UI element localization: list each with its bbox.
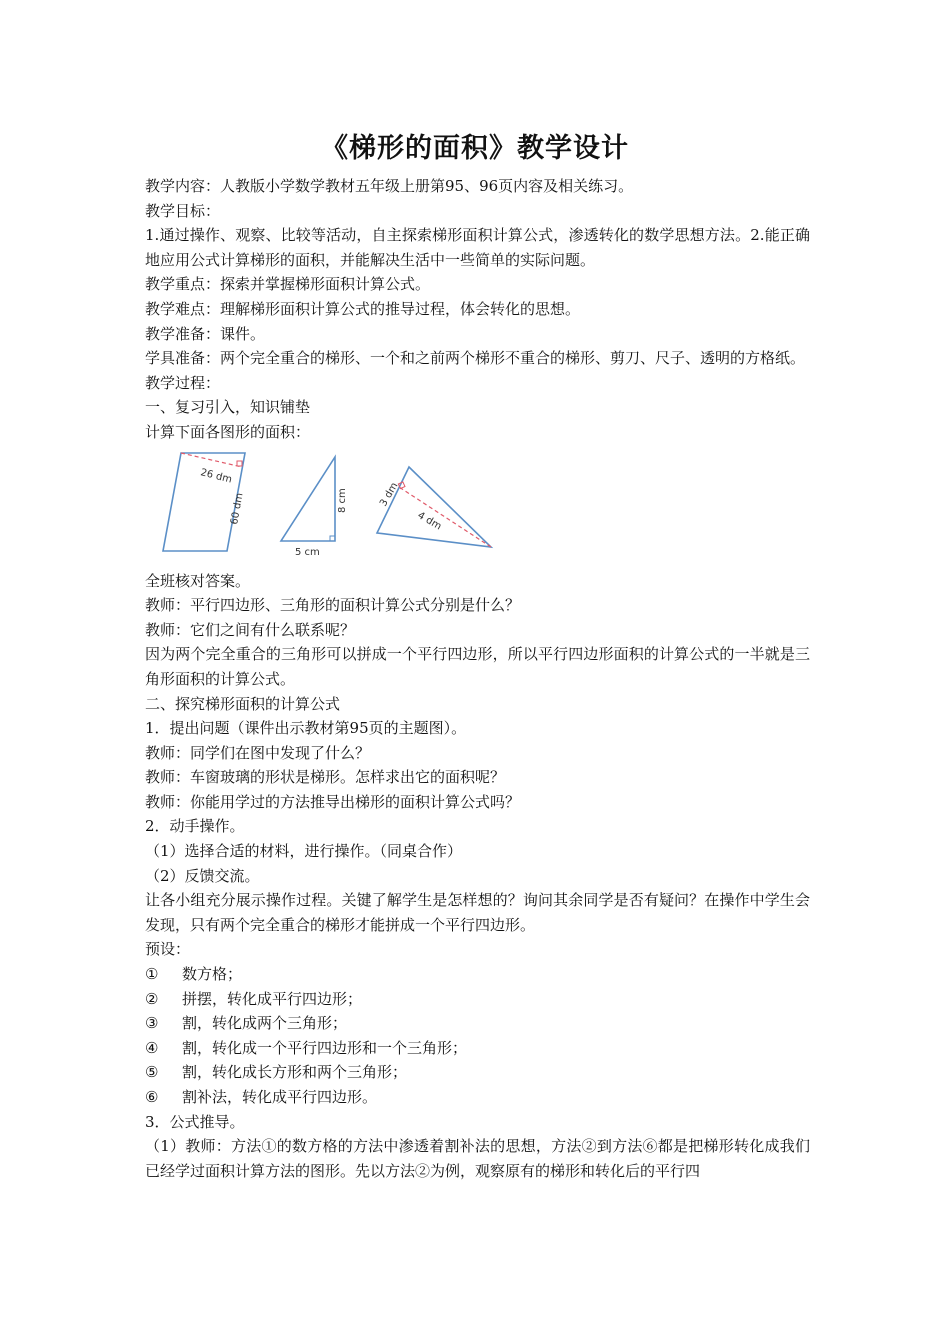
method-text: 拼摆，转化成平行四边形； <box>182 989 363 1008</box>
method-text: 割，转化成两个三角形； <box>182 1014 348 1033</box>
method-text: 割补法，转化成平行四边形。 <box>182 1088 378 1106</box>
substep-choose-materials: （1）选择合适的材料，进行操作。（同桌合作） <box>145 842 463 861</box>
method-text: 割，转化成长方形和两个三角形； <box>182 1063 408 1082</box>
teaching-preparation: 教学准备：课件。 <box>145 324 266 343</box>
teacher-question-discover: 教师：同学们在图中发现了什么？ <box>145 743 371 762</box>
method-item <box>145 1085 810 1110</box>
right-triangle-height-label: 8 cm <box>337 487 348 513</box>
teacher-question-formulas: 教师：平行四边形、三角形的面积计算公式分别是什么？ <box>145 596 521 615</box>
method-item <box>145 1011 810 1036</box>
section-one-heading: 一、复习引入，知识铺垫 <box>145 398 311 417</box>
teaching-difficulty: 教学难点：理解梯形面积计算公式的推导过程，体会转化的思想。 <box>145 299 581 318</box>
group-presentation: 让各小组充分展示操作过程。关键了解学生是怎样想的？询问其余同学是否有疑问？在操作中学生会发现，只有两个完全重合的梯形才能拼成一个平行四边形。 <box>145 891 810 934</box>
shapes-illustration <box>145 445 505 567</box>
method-text: 数方格； <box>182 965 243 984</box>
section-two-heading: 二、探究梯形面积的计算公式 <box>145 694 341 713</box>
answer-check: 全班核对答案。 <box>145 571 251 590</box>
method-item <box>145 962 810 987</box>
teaching-goals-heading: 教学目标： <box>145 201 221 220</box>
document-body <box>145 174 810 1183</box>
teaching-process-heading: 教学过程： <box>145 373 221 392</box>
teaching-content: 教学内容：人教版小学数学教材五年级上册第95、96页内容及相关练习。 <box>145 177 634 195</box>
document-title: 《梯形的面积》教学设计 <box>321 133 629 164</box>
presets-heading: 预设： <box>145 940 191 959</box>
teacher-question-derive: 教师：你能用学过的方法推导出梯形的面积计算公式吗？ <box>145 792 521 811</box>
triangle-side-label: 3 dm <box>378 480 401 509</box>
method-number: ① <box>145 965 159 984</box>
shapes-figure <box>145 445 810 567</box>
right-triangle-base-label: 5 cm <box>295 546 320 558</box>
parallelogram-height-line <box>181 453 242 467</box>
right-triangle-shape <box>281 457 335 541</box>
method-text: 割，转化成一个平行四边形和一个三角形； <box>182 1038 468 1057</box>
method-number: ② <box>145 989 159 1008</box>
teacher-question-relation: 教师：它们之间有什么联系呢？ <box>145 620 356 639</box>
method-number: ④ <box>145 1038 159 1057</box>
step-formula-derivation: 3．公式推导。 <box>145 1112 245 1131</box>
method-item <box>145 1060 810 1085</box>
method-number: ⑤ <box>145 1063 159 1082</box>
parallelogram-right-angle-mark <box>237 461 242 466</box>
relation-explanation: 因为两个完全重合的三角形可以拼成一个平行四边形，所以平行四边形面积的计算公式的一半就是三角形面积的计算公式。 <box>145 645 810 688</box>
substep-feedback: （2）反馈交流。 <box>145 866 260 885</box>
teaching-focus: 教学重点：探索并掌握梯形面积计算公式。 <box>145 275 431 294</box>
method-item <box>145 987 810 1012</box>
parallelogram-height-label: 60 dm <box>229 491 246 526</box>
step-raise-question: 1．提出问题（课件出示教材第95页的主题图）。 <box>145 719 467 738</box>
method-number: ⑥ <box>145 1088 159 1106</box>
student-materials: 学具准备：两个完全重合的梯形、一个和之前两个梯形不重合的梯形、剪刀、尺子、透明的方格纸。 <box>145 349 806 368</box>
method-item <box>145 1036 810 1061</box>
parallelogram-base-label: 26 dm <box>199 466 233 486</box>
teaching-goals-text: 1.通过操作、观察、比较等活动，自主探索梯形面积计算公式，渗透转化的数学思想方法。2.能正确地应用公式计算梯形的面积，并能解决生活中一些简单的实际问题。 <box>145 226 810 269</box>
derivation-explanation: （1）教师：方法①的数方格的方法中渗透着割补法的思想，方法②到方法⑥都是把梯形转化成我们已经学过面积计算方法的图形。先以方法②为例，观察原有的梯形和转化后的平行四 <box>145 1137 810 1180</box>
method-number: ③ <box>145 1014 159 1033</box>
step-hands-on: 2．动手操作。 <box>145 817 245 836</box>
exercise-prompt: 计算下面各图形的面积： <box>145 422 311 441</box>
teacher-question-area: 教师：车窗玻璃的形状是梯形。怎样求出它的面积呢？ <box>145 768 506 787</box>
triangle-height-label: 4 dm <box>415 509 444 532</box>
triangle-shape <box>377 467 491 547</box>
